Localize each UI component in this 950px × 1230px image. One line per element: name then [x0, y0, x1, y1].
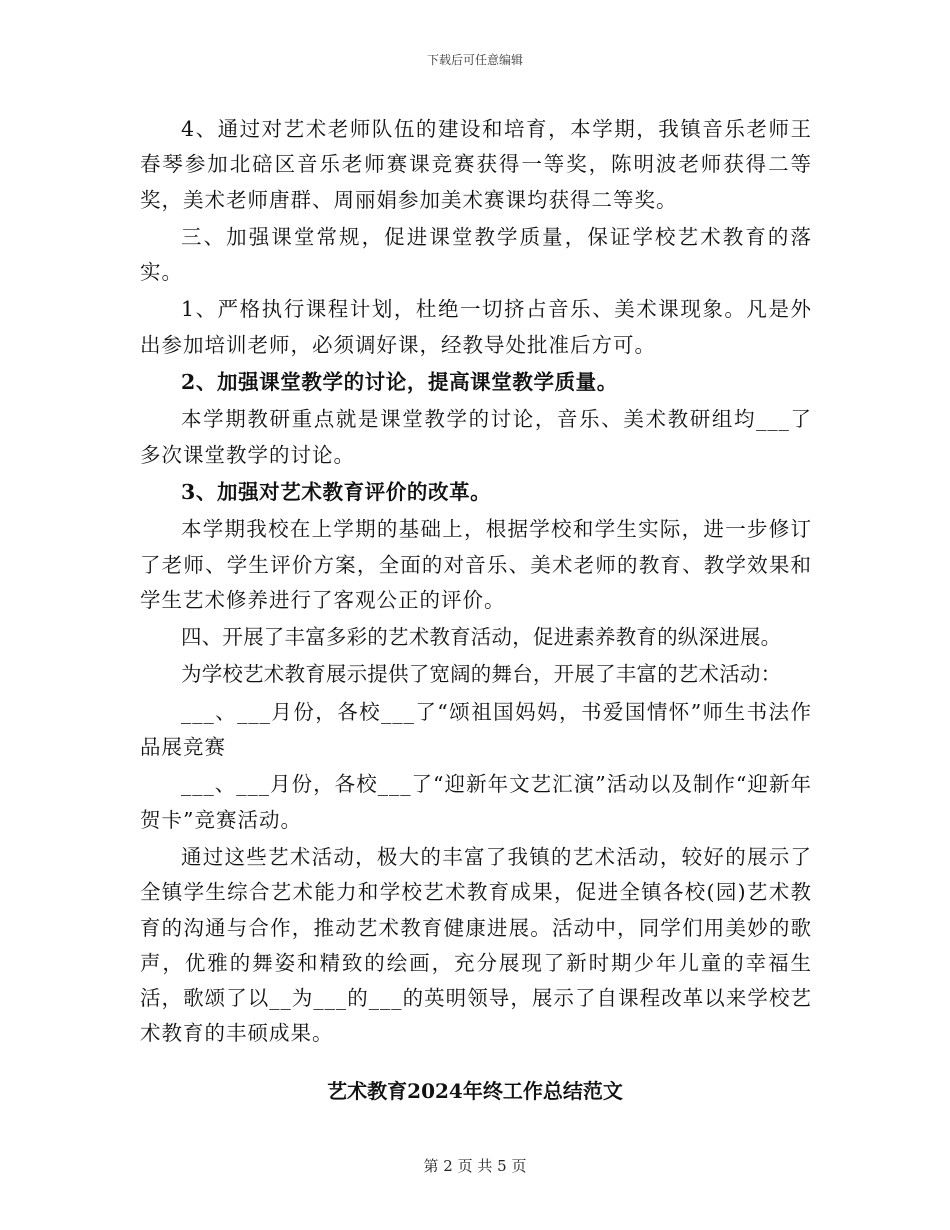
page-header-note: 下载后可任意编辑 [426, 53, 523, 67]
subheading-teaching-discussion: 2、加强课堂教学的讨论，提高课堂教学质量。 [181, 370, 618, 395]
paragraph-new-year-show: ___、___月份，各校___了“迎新年文艺汇演”活动以及制作“迎新年贺卡”竞赛活动。 [140, 772, 812, 832]
paragraph-calligraphy-contest: ___、___月份，各校___了“颂祖国妈妈，书爱国情怀”师生书法作品展竞赛 [140, 699, 812, 760]
subheading-evaluation-reform: 3、加强对艺术教育评价的改革。 [181, 479, 492, 504]
paragraph-evaluation-plan: 本学期我校在上学期的基础上，根据学校和学生实际，进一步修订了老师、学生评价方案，全面的对音乐、美术老师的教育、教学效果和学生艺术修养进行了客观公正的评价。 [140, 517, 812, 612]
section-heading-art-activities: 四、开展了丰富多彩的艺术教育活动，促进素养教育的纵深进展。 [181, 625, 782, 650]
document-title: 艺术教育2024年终工作总结范文 [327, 1079, 623, 1103]
document-body [140, 112, 812, 1054]
paragraph-teaching-research: 本学期教研重点就是课堂教学的讨论，音乐、美术教研组均___了多次课堂教学的讨论。 [140, 407, 812, 467]
paragraph-activity-summary: 通过这些艺术活动，极大的丰富了我镇的艺术活动，较好的展示了全镇学生综合艺术能力和学校艺术教育成果，促进全镇各校(园)艺术教育的沟通与合作，推动艺术教育健康进展。活动中，同学们用美妙的歌声，优雅的舞姿和精致的绘画，充分展现了新时期少年儿童的幸福生活，歌颂了以__为___的___的英明领导，展示了自课程改革以来学校艺术教育的丰硕成果。 [140, 844, 812, 1046]
paragraph-course-plan: 1、严格执行课程计划，杜绝一切挤占音乐、美术课现象。凡是外出参加培训老师，必须调好课，经教导处批准后方可。 [140, 297, 812, 357]
paragraph-teacher-awards: 4、通过对艺术老师队伍的建设和培育，本学期，我镇音乐老师王春琴参加北碚区音乐老师赛课竞赛获得一等奖，陈明波老师获得二等奖，美术老师唐群、周丽娟参加美术赛课均获得二等奖。 [140, 117, 812, 212]
page-number: 第 2 页 共 5 页 [423, 1157, 527, 1175]
section-heading-classroom-routine: 三、加强课堂常规，促进课堂教学质量，保证学校艺术教育的落实。 [140, 224, 812, 285]
paragraph-activity-stage: 为学校艺术教育展示提供了宽阔的舞台，开展了丰富的艺术活动： [181, 662, 782, 687]
